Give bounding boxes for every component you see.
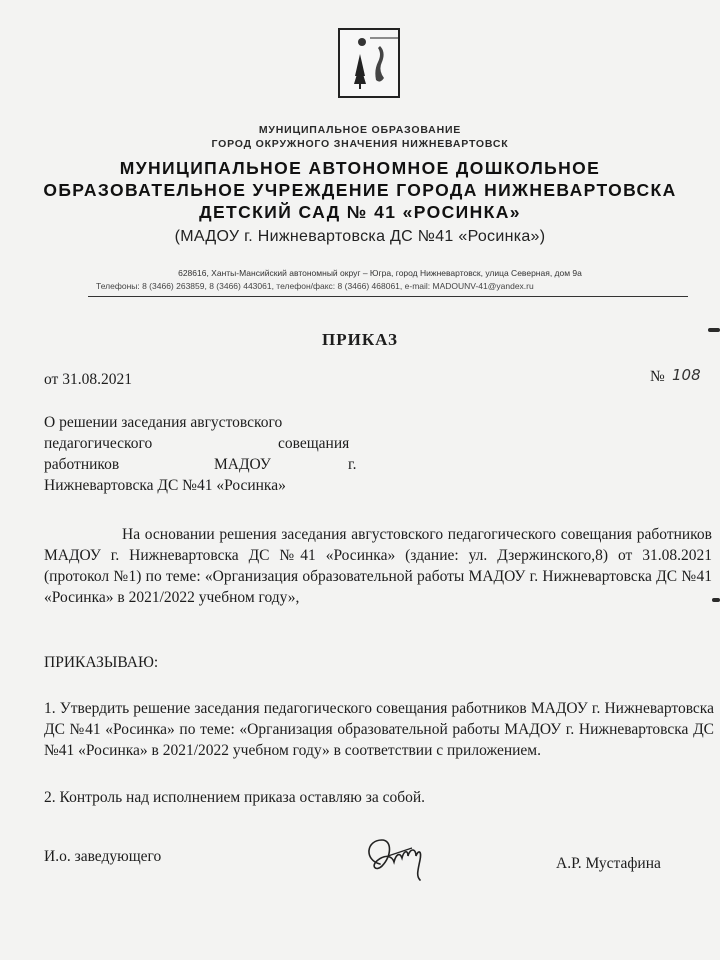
organization-name-line-1: МУНИЦИПАЛЬНОЕ АВТОНОМНОЕ ДОШКОЛЬНОЕ <box>119 158 601 178</box>
subject-line-2-left: педагогического <box>44 435 153 452</box>
subject-line-3-b: МАДОУ <box>214 456 271 473</box>
header-divider <box>88 296 688 297</box>
organization-abbreviation: (МАДОУ г. Нижневартовска ДС №41 «Росинка») <box>174 228 546 245</box>
document-title: ПРИКАЗ <box>322 330 398 349</box>
handwritten-signature <box>358 826 438 886</box>
organization-name-line-2: ОБРАЗОВАТЕЛЬНОЕ УЧРЕЖДЕНИЕ ГОРОДА НИЖНЕВАРТОВСКА <box>43 180 677 200</box>
subject-line-3-a: работников <box>44 456 120 473</box>
organization-contacts: Телефоны: 8 (3466) 263859, 8 (3466) 443061, телефон/факс: 8 (3466) 468061, e-mail: MADOUNV-41@yandex.ru <box>96 281 534 291</box>
subject-line-1: О решении заседания августовского <box>44 414 283 431</box>
city-status-line: ГОРОД ОКРУЖНОГО ЗНАЧЕНИЯ НИЖНЕВАРТОВСК <box>211 138 509 150</box>
scan-edge-mark <box>712 598 720 602</box>
organization-name-line-3: ДЕТСКИЙ САД № 41 «РОСИНКА» <box>199 202 521 222</box>
signer-position: И.о. заведующего <box>44 848 162 865</box>
preamble-paragraph: На основании решения заседания августовского педагогического совещания работников МАДОУ г. Нижневартовска ДС №41 «Росинка» (здание: ул. Дзержинского,8) от 31.08.2021 (протокол №1) по теме: «Организация образовательной работы МАДОУ г. Нижневартовска ДС №41 «Росинка» в 2021/2022 учебном году», <box>44 526 712 606</box>
document-date: от 31.08.2021 <box>44 371 132 388</box>
municipality-line: МУНИЦИПАЛЬНОЕ ОБРАЗОВАНИЕ <box>258 124 462 136</box>
coat-of-arms-emblem <box>338 28 400 98</box>
order-word: ПРИКАЗЫВАЮ: <box>44 654 159 671</box>
document-number-label: № <box>650 368 665 385</box>
order-item-1: 1. Утвердить решение заседания педагогического совещания работников МАДОУ г. Нижневартовска ДС №41 «Росинка» по теме: «Организация образовательной работы МАДОУ г. Нижневартовска ДС №41 «Росинка» в 2021/2022 учебном году» в соответствии с приложением. <box>44 700 714 759</box>
order-item-2: 2. Контроль над исполнением приказа оставляю за собой. <box>44 789 426 806</box>
document-number-handwritten: 108 <box>672 366 701 384</box>
organization-address: 628616, Ханты-Мансийский автономный округ – Югра, город Нижневартовск, улица Северная, дом 9а <box>178 268 582 278</box>
subject-line-3-c: г. <box>348 456 357 473</box>
signer-name: А.Р. Мустафина <box>556 855 661 872</box>
scan-edge-mark <box>708 328 720 332</box>
subject-line-2-right: совещания <box>278 435 350 452</box>
subject-line-4: Нижневартовска ДС №41 «Росинка» <box>44 477 286 494</box>
